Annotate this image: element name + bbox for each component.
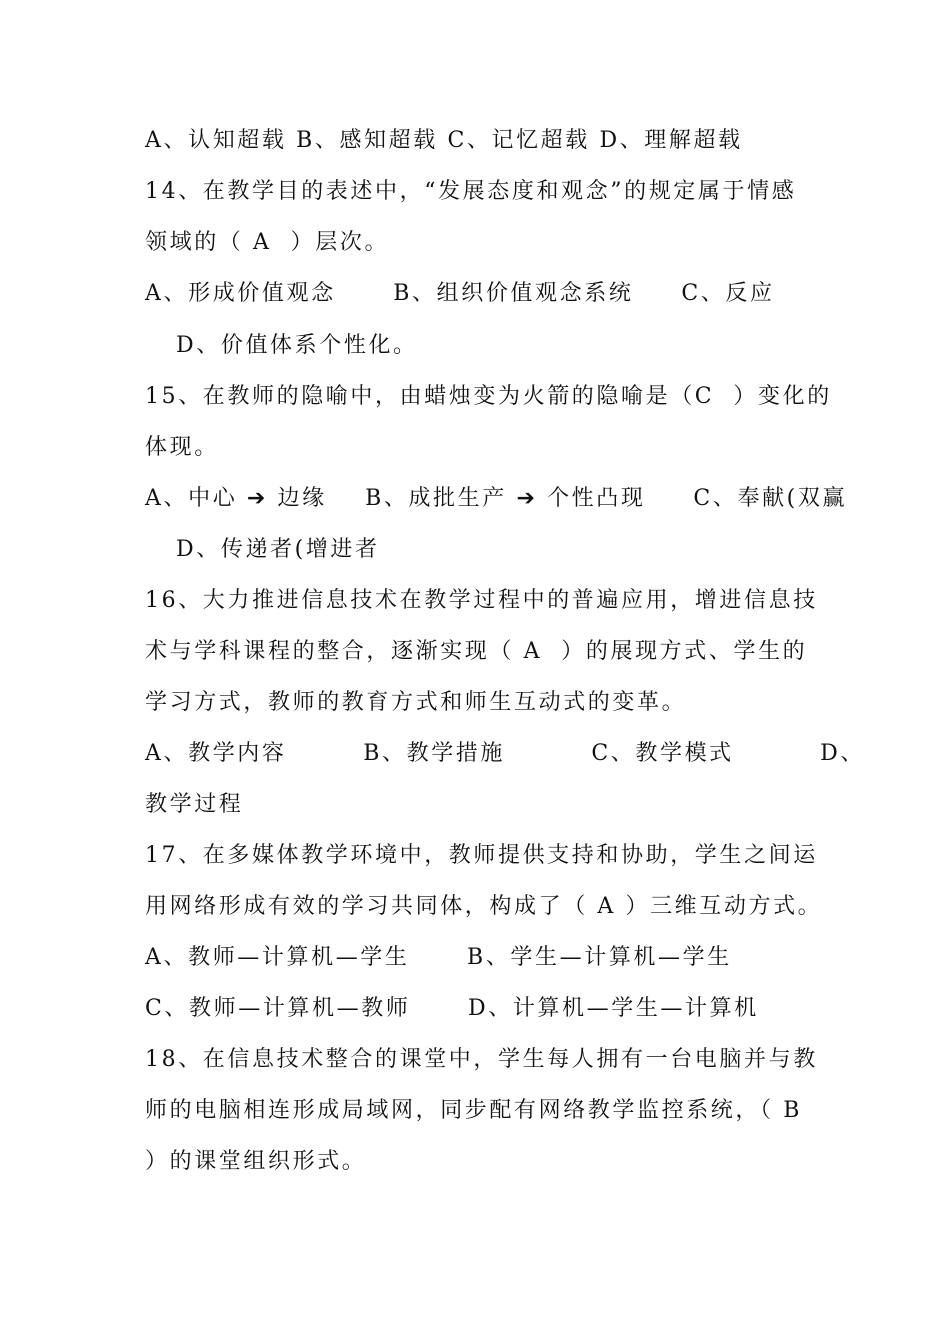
q14-stem-line-2: 领域的（ A ）层次。 xyxy=(145,230,390,255)
q14-options-line-1: A、形成价值观念 B、组织价值观念系统 C、反应 xyxy=(145,281,775,306)
q15-options-line-2: D、传递者(增进者 xyxy=(176,537,380,562)
q16-options-line-1: A、教学内容 B、教学措施 C、教学模式 D、 xyxy=(145,741,865,766)
q17-stem-line-2: 用网络形成有效的学习共同体，构成了（ A ）三维互动方式。 xyxy=(145,894,823,919)
q17-stem-line-1: 17、在多媒体教学环境中，教师提供支持和协助，学生之间运 xyxy=(145,843,818,868)
q17-options-line-1: A、教师—计算机—学生 B、学生—计算机—学生 xyxy=(145,945,732,970)
q18-stem-line-3: ）的课堂组织形式。 xyxy=(145,1149,367,1174)
q18-stem-line-1: 18、在信息技术整合的课堂中，学生每人拥有一台电脑并与教 xyxy=(145,1047,818,1072)
q16-stem-line-1: 16、大力推进信息技术在教学过程中的普遍应用，增进信息技 xyxy=(145,588,818,613)
q15-stem-line-1: 15、在教师的隐喻中，由蜡烛变为火箭的隐喻是（C ）变化的 xyxy=(145,384,832,409)
q16-stem-line-2: 术与学科课程的整合，逐渐实现（ A ）的展现方式、学生的 xyxy=(145,639,808,664)
q13-options-line: A、认知超载 B、感知超载 C、记忆超载 D、理解超载 xyxy=(145,128,743,153)
q14-stem-line-1: 14、在教学目的表述中，“发展态度和观念”的规定属于情感 xyxy=(145,179,797,204)
q15-stem-line-2: 体现。 xyxy=(145,435,219,460)
q17-options-line-2: C、教师—计算机—教师 D、计算机—学生—计算机 xyxy=(145,996,759,1021)
q16-options-line-2: 教学过程 xyxy=(145,792,244,817)
q16-stem-line-3: 学习方式，教师的教育方式和师生互动式的变革。 xyxy=(145,690,687,715)
q18-stem-line-2: 师的电脑相连形成局域网，同步配有网络教学监控系统，（ B xyxy=(145,1098,802,1123)
q15-options-line-1: A、中心 ➔ 边缘 B、成批生产 ➔ 个性凸现 C、奉献(双赢 xyxy=(145,486,848,511)
q14-options-line-2: D、价值体系个性化。 xyxy=(176,333,418,358)
